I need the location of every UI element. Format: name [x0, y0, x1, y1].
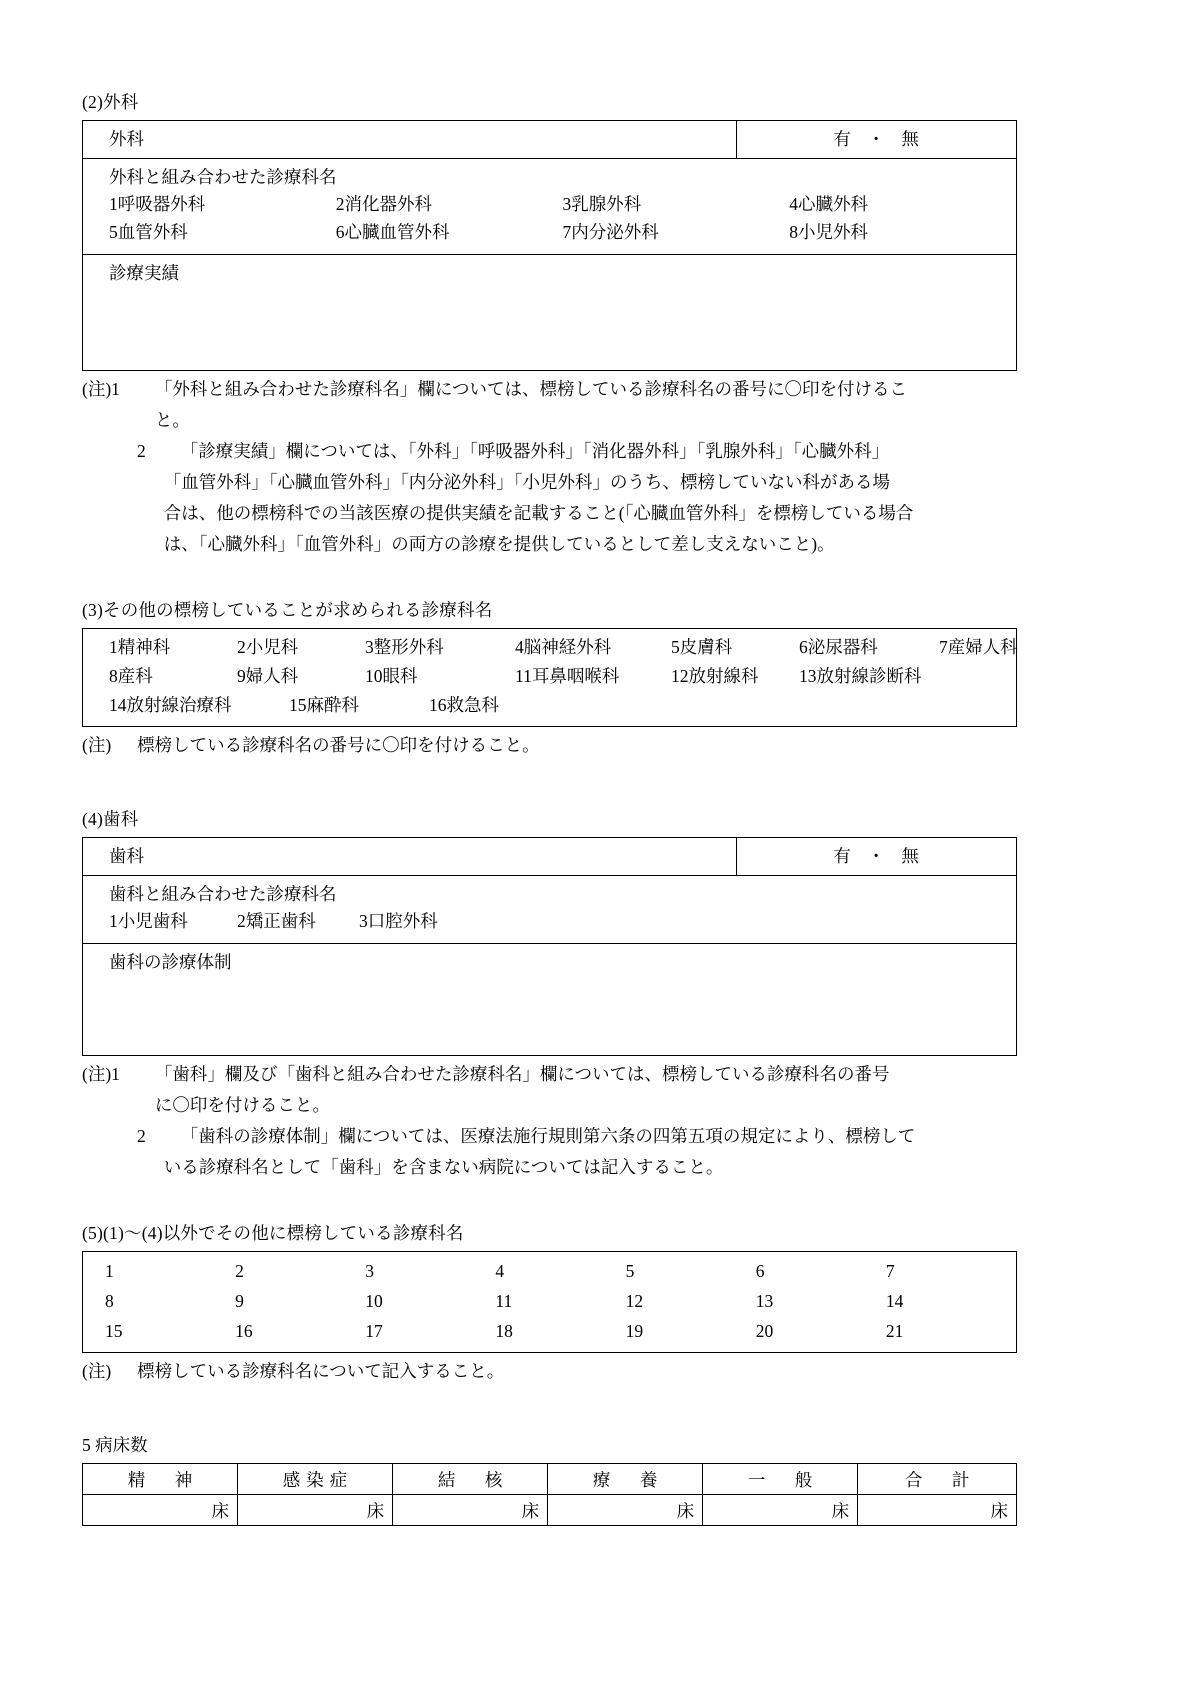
others-note	[82, 1356, 1017, 1387]
surgery-combined-cell	[83, 159, 1017, 255]
others-item[interactable]: 21	[885, 1321, 904, 1341]
others-item[interactable]: 11	[495, 1291, 513, 1311]
others-item[interactable]: 9	[235, 1291, 244, 1311]
surgery-note-1-marker: (注)1	[82, 379, 120, 399]
surgery-department-item[interactable]: 8小児外科	[789, 222, 868, 242]
dental-title-label: 歯科	[109, 846, 144, 866]
beds-header-total: 合 計	[858, 1464, 1017, 1495]
dental-notes	[82, 1059, 1017, 1183]
dental-no-option[interactable]: 無	[901, 846, 920, 866]
beds-value-general[interactable]: 床	[703, 1495, 858, 1526]
spacer	[82, 1387, 1017, 1431]
surgery-department-item[interactable]: 4心臓外科	[789, 194, 868, 214]
others-item[interactable]: 16	[235, 1321, 253, 1341]
section-heading-dental: (4)歯科	[82, 809, 139, 829]
others-cell[interactable]	[83, 1252, 1017, 1353]
beds-value-row	[83, 1495, 1017, 1526]
other-required-item[interactable]: 9婦人科	[237, 666, 299, 686]
dental-combined-row	[83, 876, 1017, 944]
other-required-item[interactable]: 3整形外科	[365, 637, 444, 657]
surgery-yesno-separator: ・	[867, 129, 886, 149]
surgery-department-item[interactable]: 7内分泌外科	[562, 222, 659, 242]
section-heading-other-required: (3)その他の標榜していることが求められる診療科名	[82, 600, 493, 620]
others-item[interactable]: 14	[885, 1291, 904, 1311]
other-required-note-marker: (注)	[82, 735, 112, 755]
others-item[interactable]: 3	[365, 1261, 375, 1281]
others-line-2	[83, 1286, 1016, 1316]
other-required-item[interactable]: 11耳鼻咽喉科	[515, 666, 620, 686]
dental-note-2-line: 「歯科の診療体制」欄については、医療法施行規則第六条の四第五項の規定により、標榜して	[180, 1126, 916, 1146]
other-required-row	[83, 629, 1017, 727]
others-note-marker: (注)	[82, 1361, 112, 1381]
other-required-item[interactable]: 5皮膚科	[671, 637, 733, 657]
others-item[interactable]: 10	[365, 1291, 383, 1311]
dental-department-row	[109, 907, 1016, 935]
others-item[interactable]: 7	[885, 1261, 895, 1281]
beds-header-tuberculosis: 結 核	[393, 1464, 548, 1495]
surgery-title-row	[83, 121, 1017, 159]
surgery-note-1	[82, 374, 1017, 436]
surgery-note-2-line: 「血管外科」「心臓血管外科」「内分泌外科」「小児外科」のうち、標榜していない科がある場	[163, 472, 890, 492]
dental-system-row	[83, 944, 1017, 1056]
other-required-item[interactable]: 2小児科	[237, 637, 299, 657]
surgery-combined-label: 外科と組み合わせた診療科名	[109, 167, 337, 187]
other-required-item[interactable]: 7産婦人科	[939, 637, 1018, 657]
dental-note-2	[82, 1121, 1017, 1183]
others-item[interactable]: 20	[755, 1321, 774, 1341]
others-item[interactable]: 8	[105, 1291, 114, 1311]
others-item[interactable]: 18	[495, 1321, 513, 1341]
spacer	[82, 560, 1017, 596]
surgery-no-option[interactable]: 無	[901, 129, 920, 149]
dental-note-1-marker: (注)1	[82, 1064, 120, 1084]
dental-department-item[interactable]: 3口腔外科	[359, 911, 438, 931]
other-required-note-text: 標榜している診療科名の番号に〇印を付けること。	[137, 735, 540, 755]
dental-title-row	[83, 838, 1017, 876]
surgery-note-2-line: 「診療実績」欄については、「外科」「呼吸器外科」「消化器外科」「乳腺外科」「心臓外科」	[180, 441, 890, 461]
others-item[interactable]: 19	[625, 1321, 644, 1341]
other-required-item[interactable]: 14放射線治療科	[109, 695, 232, 715]
other-required-item[interactable]: 6泌尿器科	[799, 637, 878, 657]
beds-header-infectious: 感染症	[238, 1464, 393, 1495]
other-required-item[interactable]: 12放射線科	[671, 666, 759, 686]
other-required-line-2	[83, 662, 1016, 691]
surgery-department-row-1	[109, 190, 1016, 218]
others-item[interactable]: 6	[755, 1261, 765, 1281]
other-required-item[interactable]: 8産科	[109, 666, 153, 686]
beds-value-longterm-care[interactable]: 床	[548, 1495, 703, 1526]
others-item[interactable]: 1	[105, 1261, 114, 1281]
surgery-title-label: 外科	[109, 129, 144, 149]
beds-header-row	[83, 1464, 1017, 1495]
dental-combined-cell	[83, 876, 1017, 944]
dental-table	[82, 837, 1017, 1056]
others-item[interactable]: 12	[625, 1291, 644, 1311]
surgery-department-item[interactable]: 3乳腺外科	[562, 194, 642, 214]
dental-note-2-line: いる診療科名として「歯科」を含まない病院については記入すること。	[163, 1157, 724, 1177]
section-heading-surgery: (2)外科	[82, 92, 139, 112]
dental-department-item[interactable]: 1小児歯科	[109, 911, 188, 931]
other-required-table	[82, 628, 1017, 727]
surgery-record-cell[interactable]	[83, 255, 1017, 371]
spacer	[82, 1183, 1017, 1219]
others-row	[83, 1252, 1017, 1353]
others-item[interactable]: 2	[235, 1261, 244, 1281]
dental-note-1-line: に〇印を付けること。	[154, 1095, 330, 1115]
surgery-note-2-line: 合は、他の標榜科での当該医療の提供実績を記載すること(「心臓血管外科」を標榜している場合	[163, 503, 914, 523]
beds-header-longterm-care: 療 養	[548, 1464, 703, 1495]
others-item[interactable]: 13	[755, 1291, 774, 1311]
dental-yesno-cell[interactable]	[736, 838, 1016, 876]
dental-note-1-line: 「歯科」欄及び「歯科と組み合わせた診療科名」欄については、標榜している診療科名の番号	[154, 1064, 890, 1084]
dental-yes-option[interactable]: 有	[833, 846, 852, 866]
surgery-table	[82, 120, 1017, 371]
beds-value-tuberculosis[interactable]: 床	[393, 1495, 548, 1526]
dental-yesno-separator: ・	[867, 846, 886, 866]
beds-header-general: 一 般	[703, 1464, 858, 1495]
dental-note-1	[82, 1059, 1017, 1121]
surgery-record-row	[83, 255, 1017, 371]
surgery-department-row-2	[109, 218, 1016, 246]
others-line-3	[83, 1316, 1016, 1346]
surgery-notes	[82, 374, 1017, 560]
dental-title-cell	[83, 838, 737, 876]
surgery-department-item[interactable]: 2消化器外科	[335, 194, 432, 214]
beds-value-infectious[interactable]: 床	[238, 1495, 393, 1526]
other-required-note	[82, 730, 1017, 761]
others-note-text: 標榜している診療科名について記入すること。	[137, 1361, 505, 1381]
others-item[interactable]: 4	[495, 1261, 505, 1281]
dental-department-item[interactable]: 2矯正歯科	[237, 911, 316, 931]
section-heading-others: (5)(1)～(4)以外でその他に標榜している診療科名	[82, 1223, 464, 1243]
dental-system-label: 歯科の診療体制	[109, 952, 232, 972]
surgery-note-1-line: と。	[154, 410, 190, 430]
beds-value-total[interactable]: 床	[858, 1495, 1017, 1526]
other-required-item[interactable]: 1精神科	[109, 637, 171, 657]
other-required-line-3	[83, 691, 1016, 720]
dental-note-2-marker: 2	[137, 1126, 146, 1146]
other-required-item[interactable]: 15麻酔科	[289, 695, 359, 715]
others-table	[82, 1251, 1017, 1353]
document-content	[82, 88, 1017, 1526]
surgery-yes-option[interactable]: 有	[833, 129, 852, 149]
surgery-combined-row	[83, 159, 1017, 255]
surgery-department-item[interactable]: 5血管外科	[109, 222, 188, 242]
other-required-item[interactable]: 16救急科	[429, 695, 499, 715]
beds-header-psychiatric: 精 神	[83, 1464, 238, 1495]
surgery-yesno-cell[interactable]	[736, 121, 1016, 159]
surgery-note-1-line: 「外科と組み合わせた診療科名」欄については、標榜している診療科名の番号に〇印を付けるこ	[154, 379, 908, 399]
surgery-note-2-line: は、「心臓外科」「血管外科」の両方の診療を提供しているとして差し支えないこと)。	[163, 534, 835, 554]
dental-combined-label: 歯科と組み合わせた診療科名	[109, 884, 337, 904]
others-line-1	[83, 1256, 1016, 1286]
other-required-cell	[83, 629, 1017, 727]
section-heading-beds: 5 病床数	[82, 1435, 148, 1455]
beds-table	[82, 1463, 1017, 1526]
other-required-line-1	[83, 633, 1016, 662]
surgery-title-cell	[83, 121, 737, 159]
others-item[interactable]: 17	[365, 1321, 383, 1341]
others-item[interactable]: 15	[105, 1321, 123, 1341]
surgery-department-item[interactable]: 1呼吸器外科	[109, 194, 206, 214]
surgery-department-item[interactable]: 6心臓血管外科	[335, 222, 450, 242]
other-required-item[interactable]: 4脳神経外科	[515, 637, 612, 657]
spacer	[82, 761, 1017, 805]
dental-system-cell[interactable]	[83, 944, 1017, 1056]
beds-value-psychiatric[interactable]: 床	[83, 1495, 238, 1526]
others-item[interactable]: 5	[625, 1261, 635, 1281]
other-required-item[interactable]: 10眼科	[365, 666, 418, 686]
surgery-note-2	[82, 436, 1017, 560]
surgery-record-label: 診療実績	[109, 263, 179, 283]
other-required-item[interactable]: 13放射線診断科	[799, 666, 922, 686]
surgery-note-2-marker: 2	[137, 441, 146, 461]
